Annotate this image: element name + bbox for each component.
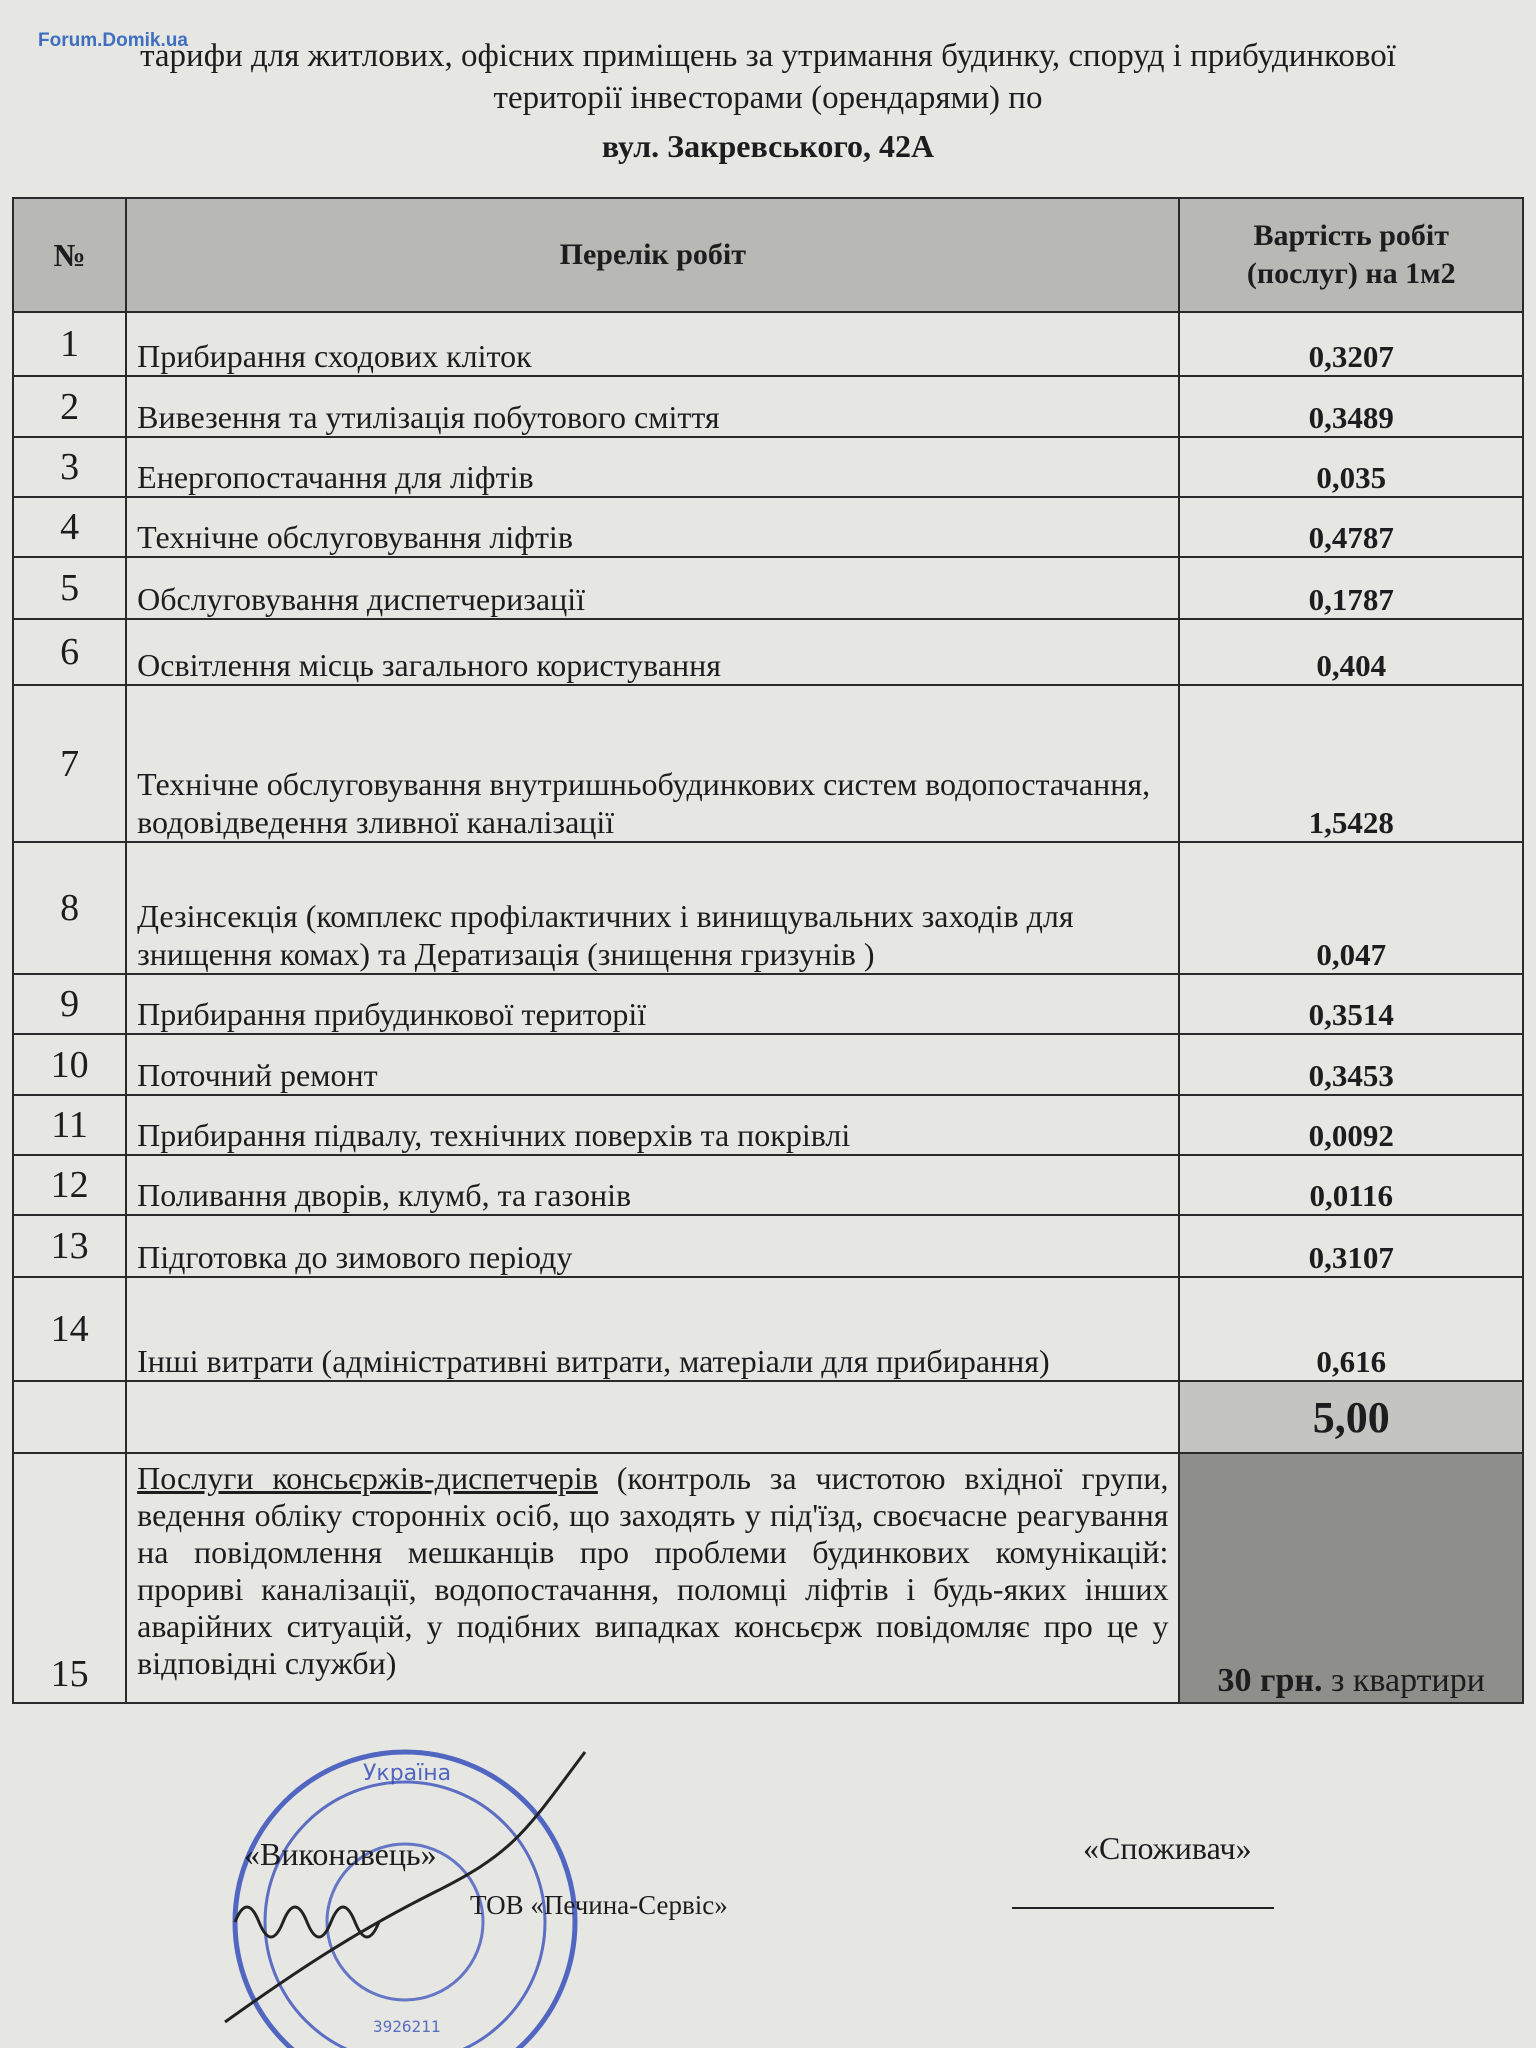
row-number: 10 bbox=[13, 1034, 126, 1095]
table-row bbox=[13, 974, 1523, 1034]
row-price: 0,3489 bbox=[1179, 376, 1523, 437]
row-work: Технічне обслуговування ліфтів bbox=[126, 497, 1179, 557]
row-price: 0,035 bbox=[1179, 437, 1523, 497]
stamp-country-text: Україна bbox=[363, 1761, 452, 1786]
total-empty-cell bbox=[126, 1381, 1179, 1453]
header-price bbox=[1179, 198, 1523, 312]
row-price: 0,3107 bbox=[1179, 1215, 1523, 1277]
header-price-line2: (послуг) на 1м2 bbox=[1246, 257, 1456, 290]
row-work: Енергопостачання для ліфтів bbox=[126, 437, 1179, 497]
row-price: 0,3207 bbox=[1179, 312, 1523, 376]
watermark: Forum.Domik.ua bbox=[38, 30, 188, 51]
row-work: Поливання дворів, клумб, та газонів bbox=[126, 1155, 1179, 1215]
table-row bbox=[13, 1034, 1523, 1095]
table-row bbox=[13, 376, 1523, 437]
row-number: 3 bbox=[13, 437, 126, 497]
company-stamp bbox=[205, 1722, 605, 2048]
row-work: Прибирання прибудинкової території bbox=[126, 974, 1179, 1034]
document-title-line2: території інвесторами (орендарями) по bbox=[493, 80, 1043, 116]
concierge-price-amount: 30 грн. bbox=[1217, 1662, 1323, 1699]
stamp-code-text: 3926211 bbox=[373, 2017, 441, 2036]
concierge-title: Послуги консьєржів-диспетчерів bbox=[137, 1460, 598, 1496]
row-work: Технічне обслуговування внутришньобудинкових систем водопостачання, водовідведення зливної каналізації bbox=[126, 685, 1179, 842]
row-work: Освітлення місць загального користування bbox=[126, 619, 1179, 685]
table-row bbox=[13, 497, 1523, 557]
row-number: 11 bbox=[13, 1095, 126, 1155]
executor-company: ТОВ «Печина-Сервіс» bbox=[470, 1890, 728, 1920]
row-number: 13 bbox=[13, 1215, 126, 1277]
table-row bbox=[13, 437, 1523, 497]
row-price: 0,404 bbox=[1179, 619, 1523, 685]
table-row bbox=[13, 842, 1523, 974]
document-title-line1: тарифи для житлових, офісних приміщень за утримання будинку, споруд і прибудинкової bbox=[140, 38, 1396, 74]
row-price: 0,3453 bbox=[1179, 1034, 1523, 1095]
table-row bbox=[13, 1215, 1523, 1277]
row-number: 7 bbox=[13, 685, 126, 842]
table-row bbox=[13, 1277, 1523, 1381]
row-number: 12 bbox=[13, 1155, 126, 1215]
table-row bbox=[13, 1155, 1523, 1215]
row-price: 0,1787 bbox=[1179, 557, 1523, 619]
row-number: 5 bbox=[13, 557, 126, 619]
concierge-price-unit: з квартири bbox=[1322, 1662, 1485, 1699]
header-works-list: Перелік робіт bbox=[126, 198, 1179, 312]
row-work: Прибирання підвалу, технічних поверхів та покрівлі bbox=[126, 1095, 1179, 1155]
concierge-row bbox=[13, 1453, 1523, 1703]
signature-scribble bbox=[235, 1907, 379, 1937]
row-work: Прибирання сходових кліток bbox=[126, 312, 1179, 376]
consumer-label: «Споживач» bbox=[1083, 1830, 1252, 1866]
row-work: Дезінсекція (комплекс профілактичних і винищувальних заходів для знищення комах) та Дератизація (знищення гризунів ) bbox=[126, 842, 1179, 974]
concierge-price bbox=[1179, 1453, 1523, 1703]
row-number: 8 bbox=[13, 842, 126, 974]
row-price: 0,4787 bbox=[1179, 497, 1523, 557]
row-work: Обслуговування диспетчеризації bbox=[126, 557, 1179, 619]
table-row bbox=[13, 619, 1523, 685]
document-address: вул. Закревського, 42А bbox=[601, 128, 935, 164]
row-number: 9 bbox=[13, 974, 126, 1034]
table-row bbox=[13, 557, 1523, 619]
row-number: 1 bbox=[13, 312, 126, 376]
table-row bbox=[13, 1095, 1523, 1155]
row-number: 14 bbox=[13, 1277, 126, 1381]
consumer-signature-line bbox=[1012, 1907, 1274, 1909]
concierge-description bbox=[126, 1453, 1179, 1703]
row-price: 0,616 bbox=[1179, 1277, 1523, 1381]
tariffs-table bbox=[12, 197, 1524, 1704]
header-price-line1: Вартість робіт bbox=[1253, 219, 1449, 252]
row-work: Підготовка до зимового періоду bbox=[126, 1215, 1179, 1277]
row-price: 0,0092 bbox=[1179, 1095, 1523, 1155]
header-number: № bbox=[13, 198, 126, 312]
row-price: 0,047 bbox=[1179, 842, 1523, 974]
executor-label: «Виконавець» bbox=[244, 1836, 437, 1872]
row-price: 0,3514 bbox=[1179, 974, 1523, 1034]
row-work: Вивезення та утилізація побутового сміття bbox=[126, 376, 1179, 437]
table-header-row bbox=[13, 198, 1523, 312]
total-price: 5,00 bbox=[1179, 1381, 1523, 1453]
row-work: Поточний ремонт bbox=[126, 1034, 1179, 1095]
row-number: 15 bbox=[13, 1453, 126, 1703]
row-work: Інші витрати (адміністративні витрати, матеріали для прибирання) bbox=[126, 1277, 1179, 1381]
total-empty-cell bbox=[13, 1381, 126, 1453]
row-price: 1,5428 bbox=[1179, 685, 1523, 842]
table-row bbox=[13, 685, 1523, 842]
concierge-text: (контроль за чистотою вхідної групи, ведення обліку сторонніх осіб, що заходять у під'їзд, своєчасне реагування на повідомлення мешканців про проблеми будинкових комунікацій: прориві каналізації, водопостачання, поломці ліфтів і будь-яких інших аварійних ситуацій, у подібних випадках консьєрж повідомляє про це у відповідні служби) bbox=[137, 1460, 1169, 1681]
row-number: 4 bbox=[13, 497, 126, 557]
row-number: 6 bbox=[13, 619, 126, 685]
row-price: 0,0116 bbox=[1179, 1155, 1523, 1215]
row-number: 2 bbox=[13, 376, 126, 437]
table-row bbox=[13, 312, 1523, 376]
total-row bbox=[13, 1381, 1523, 1453]
